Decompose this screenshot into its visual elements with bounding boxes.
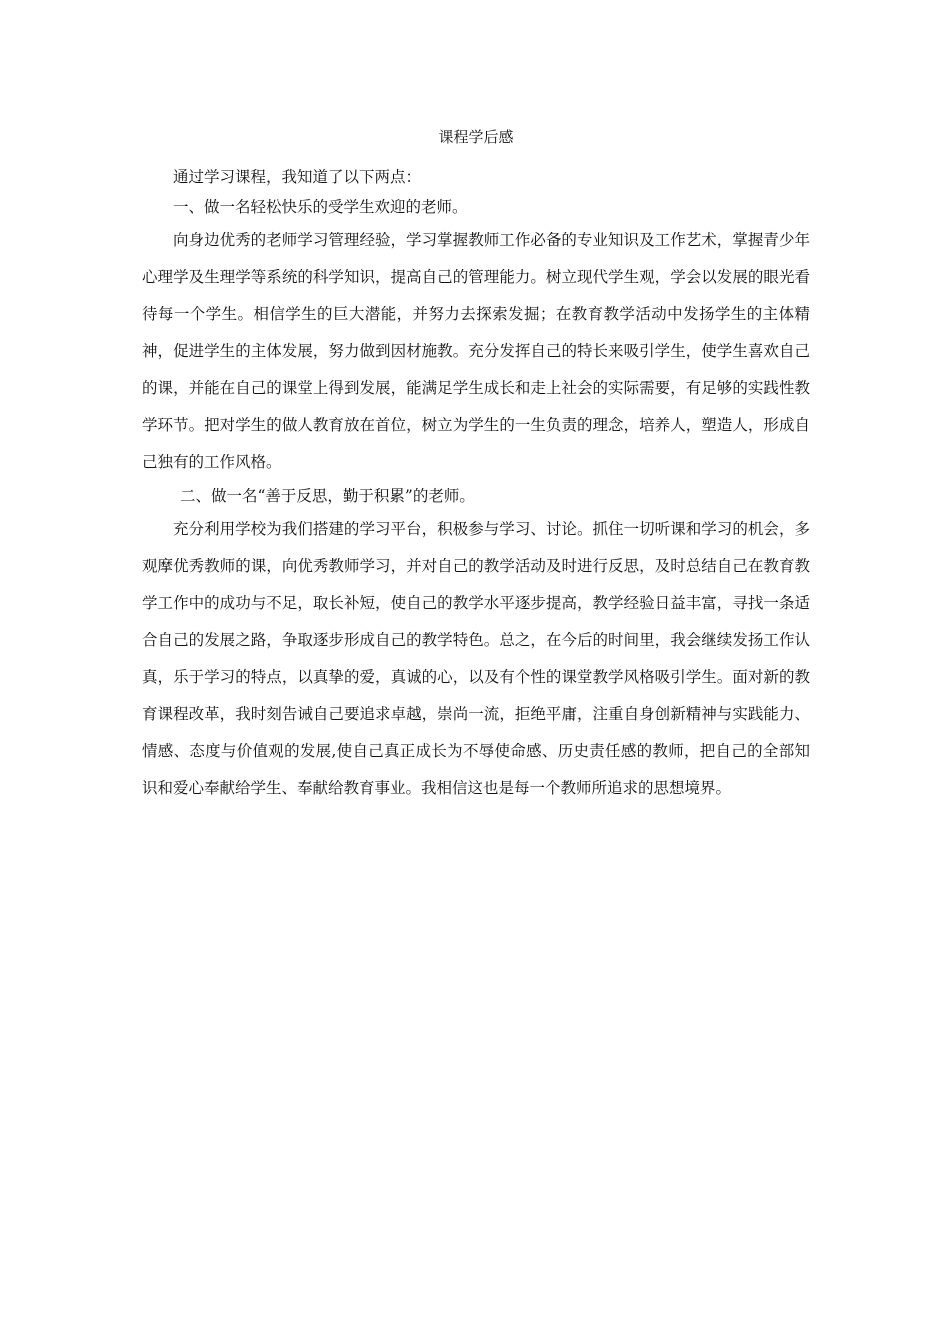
document-title: 课程学后感 (438, 128, 514, 146)
intro-paragraph: 通过学习课程，我知道了以下两点： (173, 168, 422, 186)
section1-heading: 一、做一名轻松快乐的受学生欢迎的老师。 (173, 198, 468, 216)
section1-body: 向身边优秀的老师学习管理经验，学习掌握教师工作必备的专业知识及工作艺术，掌握青少年心理学及生理学等系统的科学知识，提高自己的管理能力。树立现代学生观，学会以发展的眼光看待每一个学生。相信学生的巨大潜能，并努力去探索发掘；在教育教学活动中发扬学生的主体精神，促进学生的主体发展，努力做到因材施教。充分发挥自己的特长来吸引学生，使学生喜欢自己的课，并能在自己的课堂上得到发展，能满足学生成长和走上社会的实际需要，有足够的实践性教学环节。把对学生的做人教育放在首位，树立为学生的一生负责的理念，培养人，塑造人，形成自己独有的工作风格。 (142, 231, 810, 471)
document-body (142, 126, 810, 807)
section2-body: 充分利用学校为我们搭建的学习平台，积极参与学习、讨论。抓住一切听课和学习的机会，多观摩优秀教师的课，向优秀教师学习，并对自己的教学活动及时进行反思，及时总结自己在教育教学工作中的成功与不足，取长补短，使自己的教学水平逐步提高，教学经验日益丰富，寻找一条适合自己的发展之路，争取逐步形成自己的教学特色。总之，在今后的时间里，我会继续发扬工作认真，乐于学习的特点，以真挚的爱，真诚的心，以及有个性的课堂教学风格吸引学生。面对新的教育课程改革，我时刻告诫自己要追求卓越，崇尚一流，拒绝平庸，注重自身创新精神与实践能力、情感、态度与价值观的发展,使自己真正成长为不辱使命感、历史责任感的教师，把自己的全部知识和爱心奉献给学生、奉献给教育事业。我相信这也是每一个教师所追求的思想境界。 (142, 520, 810, 797)
section2-heading: 二、做一名“善于反思，勤于积累”的老师。 (180, 487, 475, 505)
